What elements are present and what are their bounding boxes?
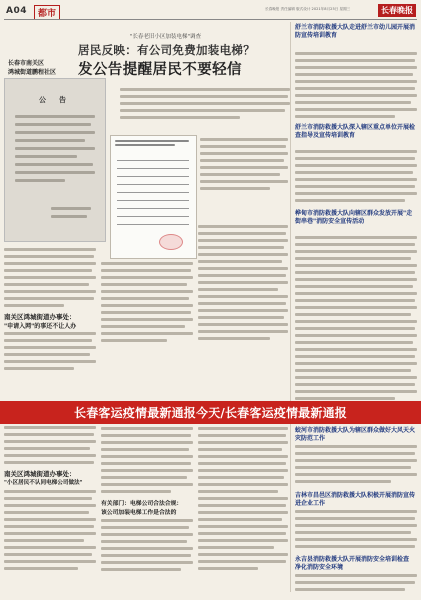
page-number: A04: [6, 6, 27, 16]
right-news-column: [295, 24, 417, 594]
feature-headline-line2: 发公告提醒居民不要轻信: [78, 62, 242, 78]
subhead-1: 南关区鸿城街道办事处：: [4, 313, 76, 321]
document-scan: [110, 135, 197, 259]
feature-kicker: "长春老旧小区加装电梯"调查: [130, 34, 202, 40]
masthead-logo: 长春晚报: [378, 4, 416, 17]
subhead-4: "小区居民不认同电梯公司做法": [4, 480, 83, 486]
scan-caption: [200, 138, 288, 218]
headline-banner: [0, 401, 421, 424]
subhead-6: 该公司加装电梯工作是合法的: [101, 510, 177, 516]
header-meta: 长春晚报 责任编辑 版式设计 2021年8月25日 星期三: [265, 7, 351, 11]
news-brief-title: 永吉县消防救援大队开展消防安全培训检查 净化消防安全环境: [295, 556, 410, 571]
news-brief-title: 舒兰市消防救援大队走进舒兰市幼儿园开展消防宣传培训教育: [295, 24, 416, 39]
section-label: 都市: [34, 5, 60, 20]
subhead-3: 南关区鸿城街道办事处：: [4, 470, 76, 478]
news-brief-title: 蛟河市消防救援大队为辖区群众做好大风天火灾防范工作: [295, 427, 416, 442]
article-column-2: [101, 262, 193, 592]
column-divider-right: [290, 22, 291, 592]
headline-banner-text: 长春客运疫情最新通报今天/长春客运疫情最新通报: [74, 406, 347, 420]
byline-community: 鸿城街道鹏程社区: [8, 69, 57, 76]
lead-paragraph: [120, 88, 290, 128]
news-brief-title: 桦甸市消防救援大队向辖区群众发放开展"走街串巷"消防安全宣传活动: [295, 210, 413, 225]
feature-headline-line1: 居民反映：有公司免费加装电梯？: [78, 43, 255, 57]
byline-district: 长春市南关区: [8, 60, 45, 67]
official-stamp: [159, 234, 183, 250]
subhead-2: "申请入网"的事还不让人办: [4, 323, 77, 330]
notice-photo: [4, 78, 106, 242]
news-brief-title: 舒兰市消防救援大队深入辖区重点单位开展检查指导及宣传培训教育: [295, 124, 416, 139]
notice-photo-title: 公 告: [39, 96, 69, 104]
news-brief-title: 吉林市昌邑区消防救援大队积极开展消防宣传进企业工作: [295, 492, 416, 507]
document-scan-header: [115, 140, 193, 146]
subhead-5: 有关部门：电梯公司合法合规：: [101, 501, 183, 507]
header-rule: [4, 19, 417, 20]
